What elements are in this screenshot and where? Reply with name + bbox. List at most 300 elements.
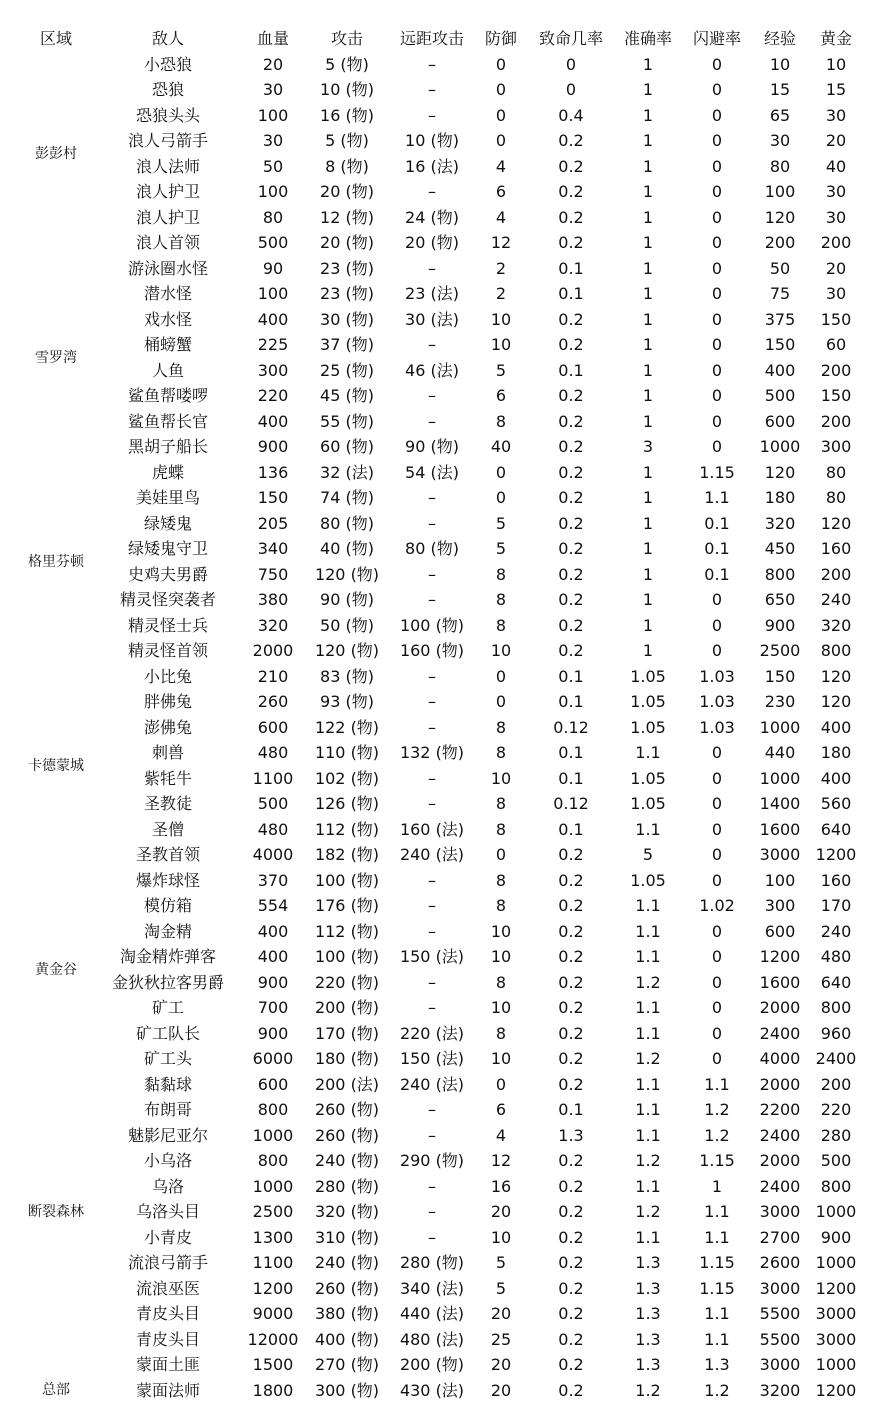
cell-gold: 180: [820, 743, 852, 762]
cell-accuracy: 1.1: [635, 819, 661, 839]
cell-ranged: –: [428, 411, 436, 431]
cell-accuracy: 1: [642, 411, 654, 431]
cell-gold: 1000: [815, 1202, 857, 1221]
cell-accuracy: 1: [642, 513, 654, 533]
cell-crit: 0.1: [558, 743, 584, 762]
cell-evasion: 0: [711, 411, 723, 431]
cell-crit: 0.2: [558, 437, 584, 456]
cell-hp: 750: [257, 564, 289, 584]
cell-ranged: 160 (法): [399, 819, 465, 839]
cell-gold: 280: [820, 1125, 852, 1145]
cell-attack: 45 (物): [320, 386, 374, 405]
cell-ranged: –: [428, 972, 436, 992]
cell-crit: 0.1: [558, 768, 584, 788]
cell-attack: 280 (物): [314, 1176, 380, 1196]
cell-crit: 0.1: [558, 819, 584, 839]
cell-evasion: 0: [711, 80, 723, 99]
cell-defense: 12: [490, 1151, 512, 1170]
cell-accuracy: 1: [642, 488, 654, 507]
cell-evasion: 0: [711, 156, 723, 176]
table-row: [0, 766, 886, 792]
cell-hp: 400: [257, 411, 289, 431]
table-row: [0, 817, 886, 843]
cell-attack: 100 (物): [314, 870, 380, 890]
cell-attack: 8 (物): [325, 156, 369, 176]
cell-crit: 0.2: [558, 1227, 584, 1247]
cell-crit: 0.12: [553, 717, 589, 737]
cell-hp: 136: [257, 462, 289, 482]
cell-exp: 600: [764, 921, 796, 941]
cell-evasion: 0: [711, 1023, 723, 1043]
cell-accuracy: 1.2: [635, 972, 661, 992]
cell-enemy: 精灵怪首领: [127, 641, 208, 660]
cell-enemy: 桶螃蟹: [143, 335, 192, 354]
cell-hp: 30: [262, 131, 284, 150]
cell-ranged: 100 (物): [399, 615, 465, 635]
cell-defense: 4: [495, 156, 507, 176]
cell-crit: 0.2: [558, 1202, 584, 1221]
cell-attack: 5 (物): [325, 131, 369, 150]
cell-defense: 8: [495, 615, 507, 635]
cell-evasion: 0: [711, 998, 723, 1017]
cell-crit: 0.2: [558, 896, 584, 915]
cell-evasion: 1.1: [704, 488, 730, 507]
cell-gold: 480: [820, 947, 852, 966]
cell-accuracy: 1.1: [635, 1074, 661, 1094]
cell-hp: 400: [257, 921, 289, 941]
table-row: [0, 409, 886, 435]
cell-crit: 0.2: [558, 921, 584, 941]
cell-evasion: 0: [711, 641, 723, 660]
cell-exp: 3000: [759, 1355, 801, 1374]
table-row: [0, 485, 886, 511]
header-cell-gold: 黄金: [819, 29, 852, 48]
cell-crit: 0.2: [558, 513, 584, 533]
cell-ranged: –: [428, 768, 436, 788]
cell-gold: 150: [820, 386, 852, 405]
cell-attack: 112 (物): [314, 819, 380, 839]
table-row: [0, 1276, 886, 1302]
cell-enemy: 蒙面法师: [135, 1380, 200, 1400]
cell-exp: 150: [764, 666, 796, 686]
cell-enemy: 精灵怪突袭者: [119, 590, 216, 609]
cell-defense: 6: [495, 386, 507, 405]
cell-attack: 240 (物): [314, 1253, 380, 1272]
cell-attack: 300 (物): [314, 1380, 380, 1400]
table-row: [0, 281, 886, 307]
cell-enemy: 模仿箱: [143, 896, 192, 915]
cell-attack: 176 (物): [314, 896, 380, 915]
cell-defense: 0: [495, 488, 507, 507]
cell-enemy: 游泳圈水怪: [127, 258, 208, 278]
table-row: [0, 230, 886, 256]
cell-crit: 0.2: [558, 131, 584, 150]
cell-defense: 10: [490, 947, 512, 966]
header-cell-ranged: 远距攻击: [399, 29, 464, 48]
cell-crit: 0.2: [558, 1176, 584, 1196]
cell-attack: 270 (物): [314, 1355, 380, 1374]
cell-ranged: –: [428, 998, 436, 1017]
cell-gold: 320: [820, 615, 852, 635]
header-cell-evasion: 闪避率: [692, 29, 741, 48]
cell-defense: 10: [490, 1049, 512, 1068]
cell-attack: 30 (物): [320, 309, 374, 329]
cell-attack: 60 (物): [320, 437, 374, 456]
cell-hp: 100: [257, 105, 289, 125]
cell-attack: 12 (物): [320, 207, 374, 227]
cell-exp: 5500: [759, 1304, 801, 1323]
cell-hp: 1100: [252, 1253, 294, 1272]
cell-exp: 375: [764, 309, 796, 329]
cell-defense: 20: [490, 1304, 512, 1323]
cell-attack: 40 (物): [320, 539, 374, 558]
cell-accuracy: 1.05: [630, 870, 666, 890]
cell-accuracy: 1.1: [635, 947, 661, 966]
cell-crit: 0.2: [558, 488, 584, 507]
cell-defense: 8: [495, 743, 507, 762]
cell-hp: 500: [257, 794, 289, 813]
cell-evasion: 1.2: [704, 1100, 730, 1119]
cell-ranged: 440 (法): [399, 1304, 465, 1323]
cell-attack: 112 (物): [314, 921, 380, 941]
region-label: 卡德蒙城: [28, 757, 84, 774]
cell-defense: 2: [495, 258, 507, 278]
cell-enemy: 蒙面土匪: [135, 1355, 200, 1374]
cell-enemy: 浪人护卫: [135, 207, 200, 227]
cell-gold: 200: [820, 233, 852, 252]
cell-exp: 2200: [759, 1100, 801, 1119]
cell-crit: 0.2: [558, 845, 584, 864]
table-row: [0, 460, 886, 486]
cell-defense: 10: [490, 309, 512, 329]
cell-gold: 160: [820, 870, 852, 890]
cell-exp: 65: [769, 105, 791, 125]
cell-accuracy: 1: [642, 462, 654, 482]
cell-enemy: 刺兽: [151, 743, 184, 762]
cell-gold: 60: [825, 335, 847, 354]
cell-hp: 1500: [252, 1355, 294, 1374]
cell-hp: 1800: [252, 1380, 294, 1400]
cell-ranged: 160 (物): [399, 641, 465, 660]
cell-ranged: –: [428, 692, 436, 711]
cell-exp: 4000: [759, 1049, 801, 1068]
cell-evasion: 0: [711, 233, 723, 252]
cell-evasion: 0: [711, 207, 723, 227]
cell-crit: 0.2: [558, 870, 584, 890]
cell-hp: 9000: [252, 1304, 294, 1323]
table-row: [0, 664, 886, 690]
cell-gold: 800: [820, 641, 852, 660]
cell-enemy: 淘金精: [143, 921, 192, 941]
cell-attack: 200 (法): [314, 1074, 380, 1094]
cell-accuracy: 1: [642, 386, 654, 405]
table-row: [0, 1174, 886, 1200]
cell-evasion: 1.1: [704, 1074, 730, 1094]
cell-attack: 260 (物): [314, 1100, 380, 1119]
table-row: [0, 613, 886, 639]
cell-ranged: 20 (物): [405, 233, 459, 252]
table-row: [0, 1250, 886, 1276]
cell-evasion: 1.1: [704, 1202, 730, 1221]
cell-enemy: 青皮头目: [135, 1304, 200, 1323]
cell-accuracy: 1: [642, 309, 654, 329]
cell-enemy: 恐狼: [151, 80, 184, 99]
cell-accuracy: 1.05: [630, 717, 666, 737]
cell-evasion: 0: [711, 284, 723, 303]
cell-enemy: 矿工: [151, 998, 184, 1017]
cell-ranged: 150 (法): [399, 1049, 465, 1068]
table-row: [0, 689, 886, 715]
cell-hp: 500: [257, 233, 289, 252]
cell-hp: 260: [257, 692, 289, 711]
cell-crit: 0.2: [558, 411, 584, 431]
table-row: [0, 77, 886, 103]
cell-crit: 0.2: [558, 1304, 584, 1323]
cell-enemy: 矿工头: [143, 1049, 192, 1068]
cell-accuracy: 1: [642, 539, 654, 558]
table-row: [0, 740, 886, 766]
table-row: [0, 1046, 886, 1072]
cell-enemy: 潜水怪: [143, 284, 192, 303]
cell-crit: 0.2: [558, 207, 584, 227]
cell-defense: 10: [490, 641, 512, 660]
cell-gold: 200: [820, 564, 852, 584]
cell-evasion: 1.15: [699, 1253, 735, 1272]
cell-gold: 240: [820, 921, 852, 941]
cell-defense: 6: [495, 182, 507, 201]
table-row: [0, 791, 886, 817]
cell-ranged: 132 (物): [399, 743, 465, 762]
cell-evasion: 1.15: [699, 1278, 735, 1298]
cell-evasion: 0: [711, 386, 723, 405]
cell-ranged: –: [428, 386, 436, 405]
cell-crit: 0.4: [558, 105, 584, 125]
cell-crit: 0.2: [558, 615, 584, 635]
cell-crit: 0.2: [558, 386, 584, 405]
cell-ranged: 240 (法): [399, 845, 465, 864]
cell-crit: 0.2: [558, 1253, 584, 1272]
table-row: [0, 868, 886, 894]
cell-crit: 0.2: [558, 539, 584, 558]
cell-exp: 5500: [759, 1329, 801, 1349]
cell-ranged: 80 (物): [405, 539, 459, 558]
cell-hp: 30: [262, 80, 284, 99]
cell-evasion: 1.1: [704, 1304, 730, 1323]
cell-enemy: 黑胡子船长: [127, 437, 208, 456]
cell-exp: 100: [764, 182, 796, 201]
region-label: 雪罗湾: [35, 349, 77, 366]
cell-defense: 6: [495, 1100, 507, 1119]
cell-exp: 120: [764, 462, 796, 482]
cell-enemy: 鲨鱼帮长官: [127, 411, 208, 431]
cell-ranged: 54 (法): [405, 462, 459, 482]
cell-evasion: 0: [711, 768, 723, 788]
cell-attack: 220 (物): [314, 972, 380, 992]
cell-accuracy: 1: [642, 233, 654, 252]
cell-ranged: 280 (物): [399, 1253, 465, 1272]
cell-enemy: 紫牦牛: [143, 768, 192, 788]
table-row: [0, 536, 886, 562]
cell-attack: 83 (物): [320, 666, 374, 686]
cell-ranged: –: [428, 488, 436, 507]
cell-accuracy: 1.3: [635, 1355, 661, 1374]
cell-hp: 554: [257, 896, 289, 915]
cell-evasion: 0: [711, 870, 723, 890]
cell-gold: 200: [820, 411, 852, 431]
cell-enemy: 金狄秋拉客男爵: [112, 972, 225, 992]
cell-ranged: –: [428, 105, 436, 125]
cell-attack: 110 (物): [314, 743, 380, 762]
cell-hp: 600: [257, 717, 289, 737]
table-row: [0, 919, 886, 945]
cell-crit: 0.1: [558, 284, 584, 303]
cell-crit: 0.2: [558, 1074, 584, 1094]
cell-evasion: 0: [711, 590, 723, 609]
cell-crit: 0.2: [558, 972, 584, 992]
cell-crit: 0.2: [558, 1355, 584, 1374]
cell-enemy: 绿矮鬼守卫: [127, 539, 208, 558]
cell-ranged: –: [428, 1227, 436, 1247]
cell-enemy: 圣教首领: [135, 845, 200, 864]
cell-defense: 0: [495, 54, 507, 74]
cell-evasion: 1.1: [704, 1329, 730, 1349]
cell-gold: 3000: [815, 1329, 857, 1349]
cell-gold: 120: [820, 666, 852, 686]
cell-ranged: –: [428, 182, 436, 201]
table-row: [0, 358, 886, 384]
cell-accuracy: 1.2: [635, 1151, 661, 1170]
cell-accuracy: 1.1: [635, 998, 661, 1017]
cell-attack: 310 (物): [314, 1227, 380, 1247]
table-row: [0, 1021, 886, 1047]
cell-defense: 5: [495, 360, 507, 380]
cell-hp: 380: [257, 590, 289, 609]
cell-evasion: 1.03: [699, 692, 735, 711]
cell-exp: 2000: [759, 998, 801, 1017]
cell-defense: 8: [495, 896, 507, 915]
cell-hp: 900: [257, 972, 289, 992]
cell-evasion: 1.2: [704, 1380, 730, 1400]
cell-exp: 300: [764, 896, 796, 915]
cell-evasion: 0: [711, 947, 723, 966]
cell-attack: 16 (物): [320, 105, 374, 125]
cell-evasion: 0: [711, 615, 723, 635]
cell-ranged: 90 (物): [405, 437, 459, 456]
cell-ranged: –: [428, 870, 436, 890]
cell-accuracy: 1.1: [635, 896, 661, 915]
cell-exp: 1200: [759, 947, 801, 966]
table-row: [0, 1199, 886, 1225]
cell-enemy: 爆炸球怪: [135, 870, 200, 890]
cell-evasion: 1.15: [699, 462, 735, 482]
cell-defense: 8: [495, 870, 507, 890]
cell-gold: 1000: [815, 1355, 857, 1374]
cell-hp: 90: [262, 258, 284, 278]
cell-ranged: –: [428, 794, 436, 813]
cell-enemy: 乌洛: [151, 1176, 184, 1196]
cell-enemy: 流浪弓箭手: [127, 1253, 208, 1272]
cell-accuracy: 1.2: [635, 1380, 661, 1400]
cell-hp: 225: [257, 335, 289, 354]
cell-ranged: 200 (物): [399, 1355, 465, 1374]
cell-attack: 120 (物): [314, 641, 380, 660]
cell-gold: 220: [820, 1100, 852, 1119]
cell-exp: 2600: [759, 1253, 801, 1272]
cell-enemy: 黏黏球: [143, 1074, 192, 1094]
cell-defense: 10: [490, 768, 512, 788]
cell-defense: 8: [495, 590, 507, 609]
cell-evasion: 0: [711, 921, 723, 941]
region-label: 总部: [42, 1382, 70, 1399]
cell-hp: 80: [262, 207, 284, 227]
cell-gold: 20: [825, 131, 847, 150]
region-label: 断裂森林: [28, 1203, 84, 1220]
cell-hp: 205: [257, 513, 289, 533]
cell-defense: 8: [495, 564, 507, 584]
cell-attack: 32 (法): [320, 462, 374, 482]
cell-exp: 1000: [759, 717, 801, 737]
cell-ranged: –: [428, 921, 436, 941]
cell-enemy: 乌洛头目: [135, 1202, 200, 1221]
cell-hp: 900: [257, 1023, 289, 1043]
cell-defense: 5: [495, 1253, 507, 1272]
cell-accuracy: 1: [642, 590, 654, 609]
header-cell-hp: 血量: [256, 29, 289, 48]
cell-attack: 10 (物): [320, 80, 374, 99]
table-row: [0, 205, 886, 231]
cell-evasion: 1.03: [699, 717, 735, 737]
cell-hp: 600: [257, 1074, 289, 1094]
region-label: 格里芬顿: [28, 553, 84, 570]
cell-accuracy: 1.05: [630, 768, 666, 788]
cell-defense: 8: [495, 972, 507, 992]
cell-gold: 800: [820, 998, 852, 1017]
cell-evasion: 0: [711, 845, 723, 864]
cell-enemy: 小恐狼: [143, 54, 192, 74]
cell-crit: 0.2: [558, 309, 584, 329]
cell-hp: 800: [257, 1151, 289, 1170]
cell-attack: 74 (物): [320, 488, 374, 507]
cell-attack: 37 (物): [320, 335, 374, 354]
cell-defense: 8: [495, 717, 507, 737]
cell-accuracy: 1.05: [630, 692, 666, 711]
table-row: [0, 52, 886, 78]
table-row: [0, 995, 886, 1021]
cell-defense: 16: [490, 1176, 512, 1196]
table-row: [0, 638, 886, 664]
cell-evasion: 0: [711, 437, 723, 456]
cell-hp: 20: [262, 54, 284, 74]
cell-gold: 120: [820, 692, 852, 711]
cell-evasion: 0: [711, 131, 723, 150]
table-row: [0, 128, 886, 154]
cell-hp: 100: [257, 182, 289, 201]
cell-enemy: 圣教徒: [143, 794, 192, 813]
cell-ranged: –: [428, 258, 436, 278]
cell-exp: 30: [769, 131, 791, 150]
cell-exp: 15: [769, 80, 791, 99]
cell-accuracy: 1.1: [635, 1227, 661, 1247]
table-row: [0, 1225, 886, 1251]
cell-attack: 180 (物): [314, 1049, 380, 1068]
cell-exp: 1600: [759, 819, 801, 839]
cell-attack: 200 (物): [314, 998, 380, 1017]
cell-gold: 120: [820, 513, 852, 533]
cell-evasion: 1.03: [699, 666, 735, 686]
cell-crit: 0.1: [558, 360, 584, 380]
cell-evasion: 0: [711, 819, 723, 839]
cell-accuracy: 1: [642, 258, 654, 278]
